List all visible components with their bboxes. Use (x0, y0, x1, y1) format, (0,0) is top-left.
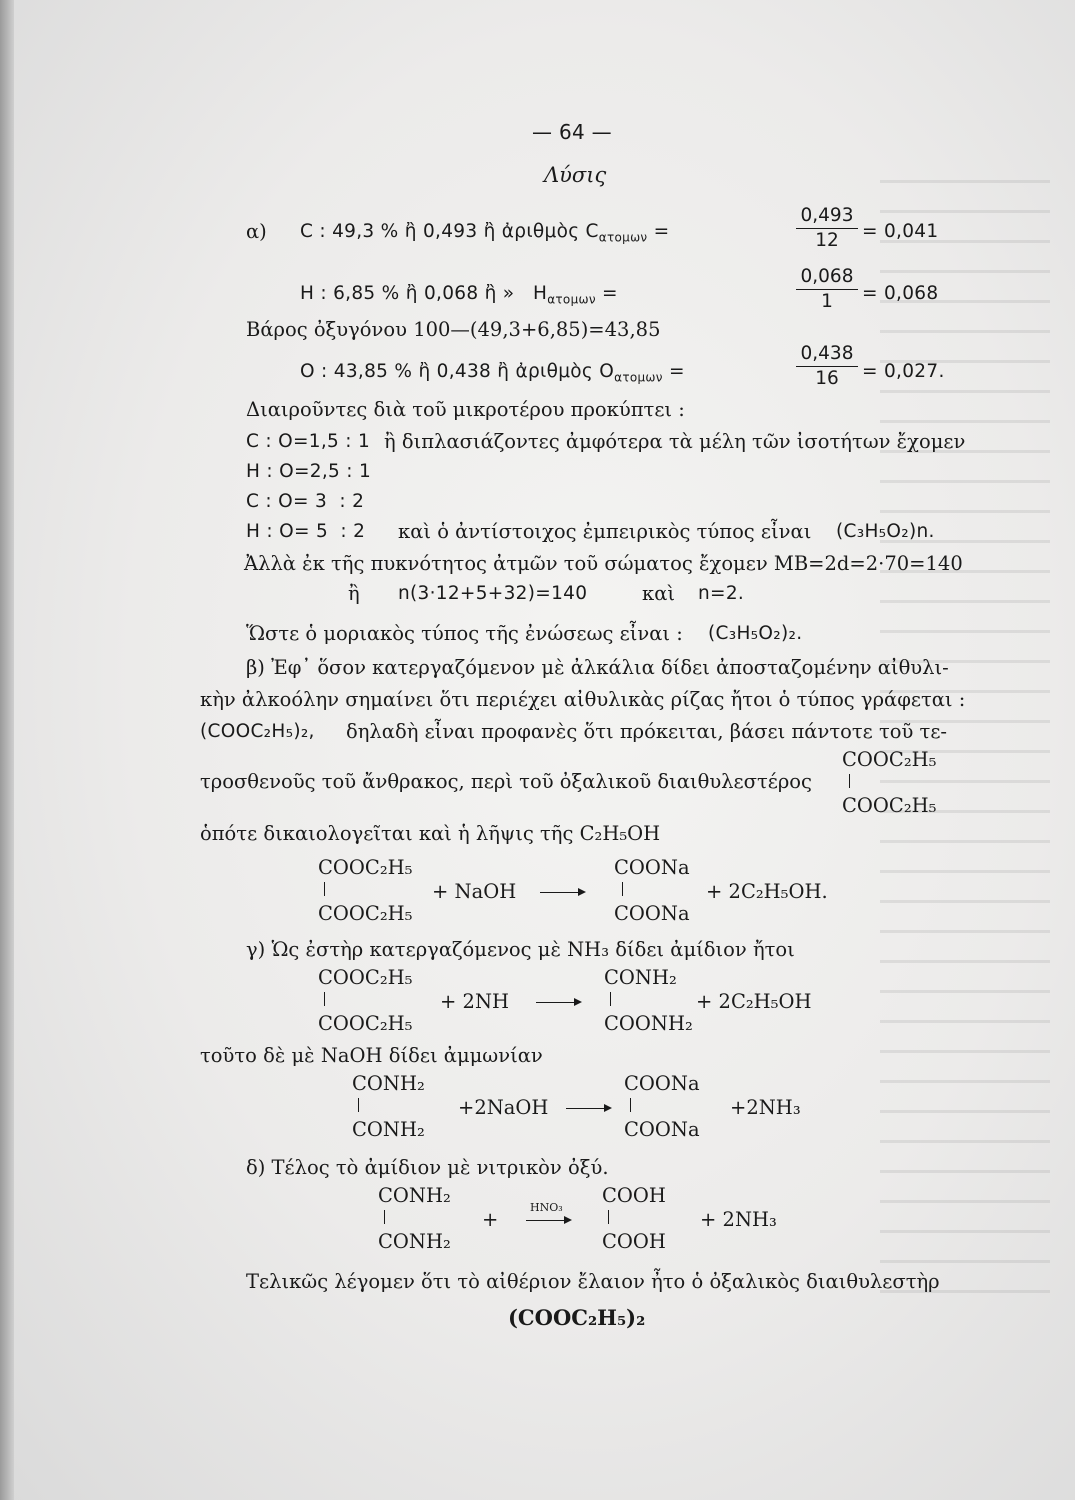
side-ester-bond (849, 774, 850, 788)
oxygen-fraction: $\frac{0,438}{16}$ (796, 343, 858, 390)
r2-right-top: CONH₂ (604, 966, 677, 989)
r2-left-top: COOC₂H₅ (318, 966, 413, 989)
r1-arrow (540, 892, 584, 893)
oxygen-result: = 0,027. (862, 361, 945, 382)
r4-right-bond (608, 1210, 609, 1224)
empirical-text: καὶ ὁ ἀντίστοιχος ἐμπειρικὸς τύπος εἶναι (398, 520, 812, 543)
ratio-note: ἢ διπλασιάζοντες ἀμφότερα τὰ μέλη τῶν ἰσοτήτων ἔχομεν (384, 430, 966, 453)
r3-right-bottom: COONa (624, 1118, 700, 1141)
r4-right-bottom: COOH (602, 1230, 666, 1253)
side-ester-top: COOC₂H₅ (842, 748, 937, 771)
r4-right-top: COOH (602, 1184, 666, 1207)
equation-line: n(3·12+5+32)=140 (398, 583, 588, 604)
conclusion-text: Τελικῶς λέγομεν ὅτι τὸ αἰθέριον ἔλαιον ἦτο ὁ ὀξαλικὸς διαιθυλεστὴρ (246, 1270, 940, 1293)
molecular-text: Ὥστε ὁ μοριακὸς τύπος τῆς ἐνώσεως εἶναι : (246, 622, 683, 645)
r2-right-bottom: COONH₂ (604, 1012, 693, 1035)
side-ester-bottom: COOC₂H₅ (842, 794, 937, 817)
part-b-line-1: β) Ἐφ᾽ ὅσον κατεργαζόμενον μὲ ἀλκάλια δίδει ἀποσταζομένην αἰθυλι- (246, 656, 949, 679)
equation-n: n=2. (698, 583, 745, 604)
r3-left-bond (358, 1098, 359, 1112)
page-number: — 64 — (532, 120, 612, 144)
r1-left-bottom: COOC₂H₅ (318, 902, 413, 925)
part-b-line-2: κὴν ἀλκοόλην σημαίνει ὅτι περιέχει αἰθυλικὰς ρίζας ἤτοι ὁ τύπος γράφεται : (200, 688, 966, 711)
ratio-c-o-2: C : O= 3 : 2 (246, 491, 365, 512)
r1-right-bond (622, 882, 623, 896)
r2-product: + 2C₂H₅OH (696, 990, 812, 1013)
hydrogen-fraction: $\frac{0,068}{1}$ (796, 266, 858, 313)
ratio-h-o-1: H : O=2,5 : 1 (246, 461, 372, 482)
part-d-line-1: δ) Τέλος τὸ ἀμίδιον μὲ νιτρικὸν ὀξύ. (246, 1156, 609, 1179)
dividing-text: Διαιροῦντες διὰ τοῦ μικροτέρου προκύπτει : (246, 398, 685, 421)
r2-reagent: + 2NH (440, 990, 510, 1013)
r1-right-top: COONa (614, 856, 690, 879)
r4-arrow (526, 1220, 570, 1221)
carbon-result: = 0,041 (862, 221, 939, 242)
part-b-line-3: δηλαδὴ εἶναι προφανὲς ὅτι πρόκειται, βάσει πάντοτε τοῦ τε- (346, 720, 948, 743)
r4-left-bottom: CONH₂ (378, 1230, 451, 1253)
part-b-formula: (COOC₂H₅)₂, (200, 721, 315, 742)
equation-and: καὶ (642, 582, 676, 605)
carbon-line: C : 49,3 % ἢ 0,493 ἢ ἀριθμὸς $C_{\alpha\tau o\mu\omega\nu}$ = (300, 221, 670, 245)
part-b-line-4: τροσθενοῦς τοῦ ἄνθρακος, περὶ τοῦ ὀξαλικοῦ διαιθυλεστέρος (200, 770, 812, 793)
r1-right-bottom: COONa (614, 902, 690, 925)
equation-or: ἢ (348, 582, 360, 605)
empirical-formula: (C₃H₅O₂)n. (836, 521, 935, 542)
r2-left-bond (324, 992, 325, 1006)
ratio-h-o-2: H : O= 5 : 2 (246, 521, 366, 542)
r2-arrow (536, 1002, 580, 1003)
hydrogen-result: = 0,068 (862, 283, 939, 304)
r3-arrow (566, 1108, 610, 1109)
section-heading: Λύσις (544, 163, 607, 187)
part-a-label: α) (246, 220, 267, 243)
oxygen-line: O : 43,85 % ἢ 0,438 ἢ ἀριθμὸς $O_{\alpha\tau o\mu\omega\nu}$ = (300, 361, 685, 385)
r4-left-bond (384, 1210, 385, 1224)
r3-product: +2NH₃ (730, 1096, 801, 1119)
ratio-c-o-1: C : O=1,5 : 1 (246, 431, 371, 452)
part-c-line-2: τοῦτο δὲ μὲ NaOH δίδει ἀμμωνίαν (200, 1044, 543, 1067)
r1-product: + 2C₂H₅OH. (706, 880, 828, 903)
r2-right-bond (610, 992, 611, 1006)
r3-left-bottom: CONH₂ (352, 1118, 425, 1141)
book-spine-shadow (0, 0, 14, 1500)
r2-left-bottom: COOC₂H₅ (318, 1012, 413, 1035)
r4-plus: + (482, 1208, 499, 1231)
vapour-density-line: Ἀλλὰ ἐκ τῆς πυκνότητος ἀτμῶν τοῦ σώματος ἔχομεν MB=2d=2·70=140 (244, 552, 963, 575)
r3-left-top: CONH₂ (352, 1072, 425, 1095)
r3-reagent: +2NaOH (458, 1096, 549, 1119)
r4-left-top: CONH₂ (378, 1184, 451, 1207)
part-b-line-5: ὁπότε δικαιολογεῖται καὶ ἡ λῆψις τῆς C₂H₅OH (200, 822, 661, 845)
r1-left-bond (324, 882, 325, 896)
oxygen-weight: Βάρος ὀξυγόνου 100—(49,3+6,85)=43,85 (246, 318, 661, 341)
part-c-line-1: γ) Ὡς ἐστὴρ κατεργαζόμενος μὲ NH₃ δίδει ἀμίδιον ἤτοι (246, 938, 795, 961)
carbon-fraction: $\frac{0,493}{12}$ (796, 205, 858, 252)
r4-product: + 2NH₃ (700, 1208, 777, 1231)
hydrogen-line: H : 6,85 % ἢ 0,068 ἢ » $H_{\alpha\tau o\mu\omega\nu}$ = (300, 283, 618, 307)
r1-reagent: + NaOH (432, 880, 517, 903)
r1-left-top: COOC₂H₅ (318, 856, 413, 879)
r3-right-top: COONa (624, 1072, 700, 1095)
r4-reagent: HNO₃ (530, 1201, 563, 1214)
molecular-formula: (C₃H₅O₂)₂. (708, 623, 803, 644)
final-formula: (COOC₂H₅)₂ (508, 1305, 646, 1330)
r3-right-bond (630, 1098, 631, 1112)
